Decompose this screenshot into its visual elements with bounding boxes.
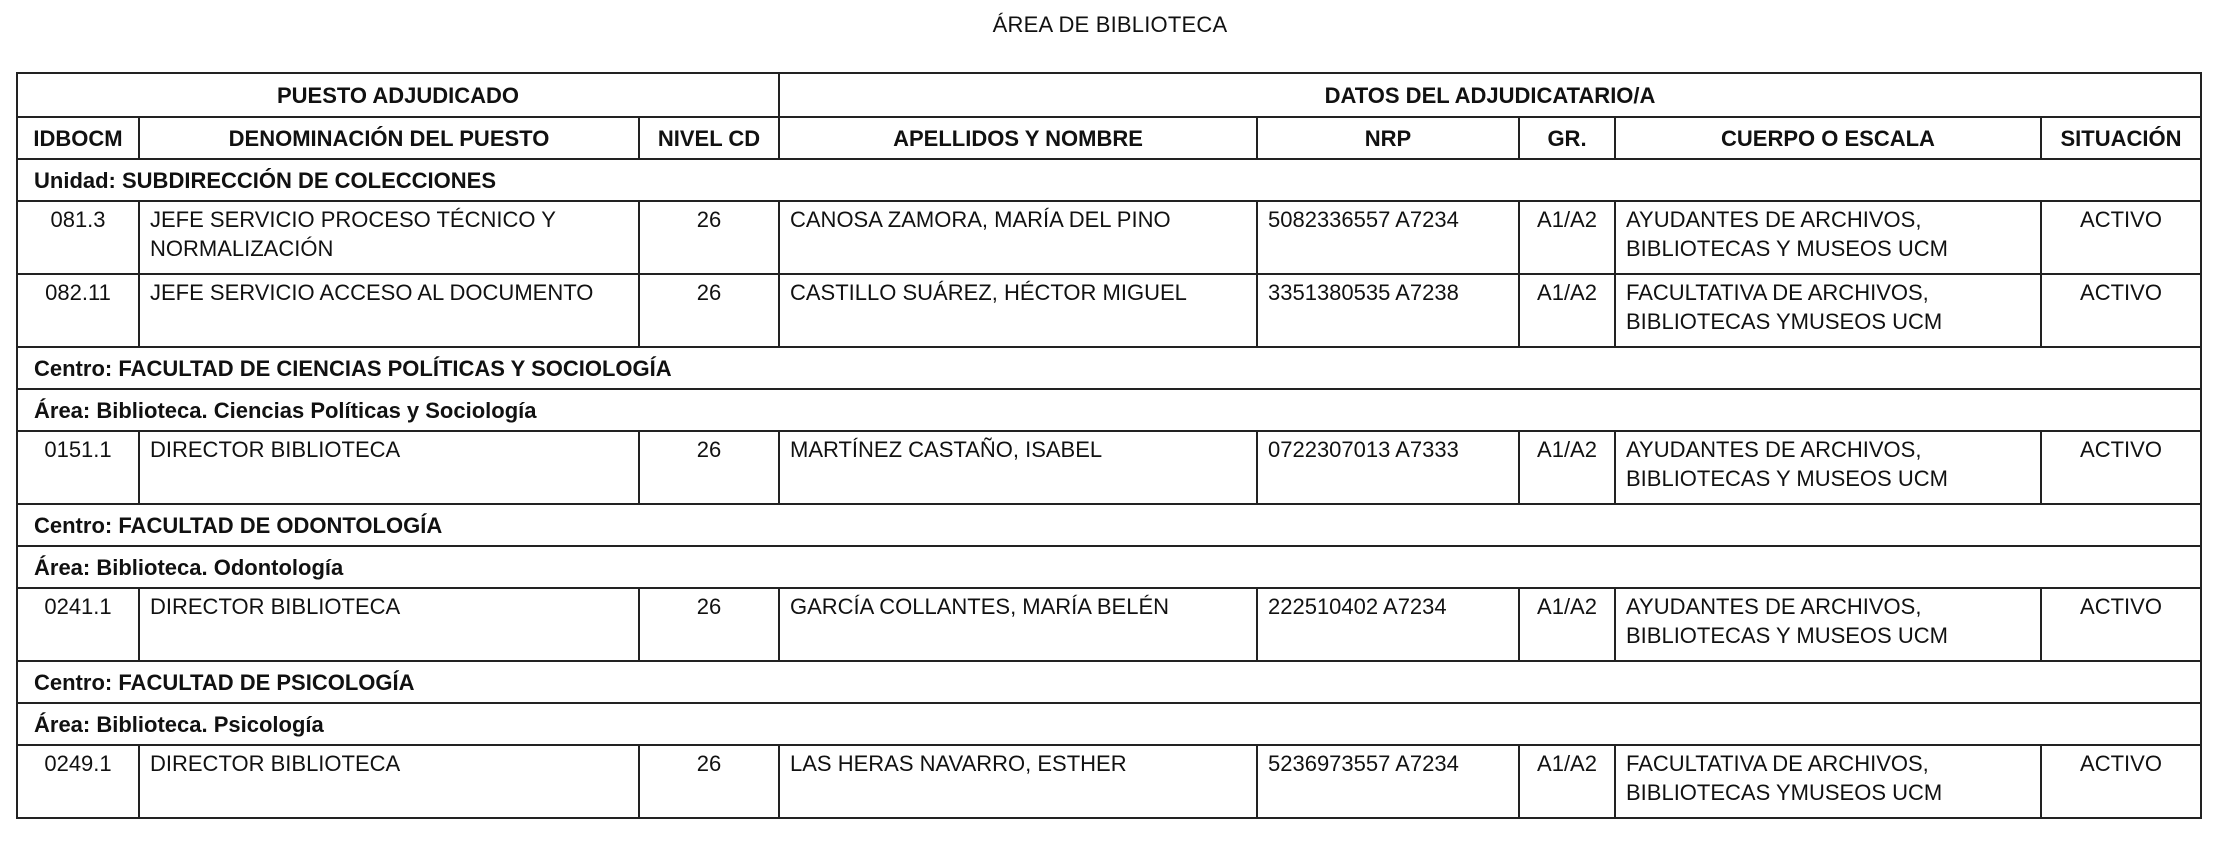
cell-nombre: MARTÍNEZ CASTAÑO, ISABEL xyxy=(779,431,1257,504)
col-header-nrp: NRP xyxy=(1257,117,1519,159)
cell-grupo: A1/A2 xyxy=(1519,431,1615,504)
cell-nivel: 26 xyxy=(639,201,779,274)
group-header-label: Área: Biblioteca. Odontología xyxy=(17,546,2201,588)
cell-denominacion: DIRECTOR BIBLIOTECA xyxy=(139,745,639,818)
table-row xyxy=(17,745,2201,818)
cell-idbocm: 082.11 xyxy=(17,274,139,347)
col-header-idbocm: IDBOCM xyxy=(17,117,139,159)
cell-idbocm: 081.3 xyxy=(17,201,139,274)
cell-grupo: A1/A2 xyxy=(1519,745,1615,818)
cell-cuerpo: AYUDANTES DE ARCHIVOS, BIBLIOTECAS Y MUSEOS UCM xyxy=(1615,588,2041,661)
cell-cuerpo: AYUDANTES DE ARCHIVOS, BIBLIOTECAS Y MUSEOS UCM xyxy=(1615,201,2041,274)
group-header-row xyxy=(17,347,2201,389)
cell-nombre: CASTILLO SUÁREZ, HÉCTOR MIGUEL xyxy=(779,274,1257,347)
col-header-cuerpo: CUERPO O ESCALA xyxy=(1615,117,2041,159)
cell-nrp: 5082336557 A7234 xyxy=(1257,201,1519,274)
col-header-situacion: SITUACIÓN xyxy=(2041,117,2201,159)
section-header-puesto: PUESTO ADJUDICADO xyxy=(17,73,779,117)
cell-cuerpo: AYUDANTES DE ARCHIVOS, BIBLIOTECAS Y MUSEOS UCM xyxy=(1615,431,2041,504)
group-header-row xyxy=(17,703,2201,745)
group-header-row xyxy=(17,389,2201,431)
group-header-label: Centro: FACULTAD DE CIENCIAS POLÍTICAS Y SOCIOLOGÍA xyxy=(17,347,2201,389)
page-title: ÁREA DE BIBLIOTECA xyxy=(992,12,1228,37)
table-body xyxy=(17,159,2201,818)
cell-grupo: A1/A2 xyxy=(1519,274,1615,347)
cell-nrp: 5236973557 A7234 xyxy=(1257,745,1519,818)
group-header-row xyxy=(17,504,2201,546)
cell-nombre: LAS HERAS NAVARRO, ESTHER xyxy=(779,745,1257,818)
cell-situacion: ACTIVO xyxy=(2041,201,2201,274)
table-row xyxy=(17,274,2201,347)
group-header-label: Área: Biblioteca. Psicología xyxy=(17,703,2201,745)
group-header-row xyxy=(17,546,2201,588)
cell-grupo: A1/A2 xyxy=(1519,588,1615,661)
cell-nrp: 222510402 A7234 xyxy=(1257,588,1519,661)
col-header-nivel: NIVEL CD xyxy=(639,117,779,159)
cell-nivel: 26 xyxy=(639,274,779,347)
cell-nivel: 26 xyxy=(639,745,779,818)
col-header-denominacion: DENOMINACIÓN DEL PUESTO xyxy=(139,117,639,159)
cell-situacion: ACTIVO xyxy=(2041,431,2201,504)
cell-denominacion: JEFE SERVICIO PROCESO TÉCNICO Y NORMALIZACIÓN xyxy=(139,201,639,274)
cell-situacion: ACTIVO xyxy=(2041,588,2201,661)
group-header-label: Unidad: SUBDIRECCIÓN DE COLECCIONES xyxy=(17,159,2201,201)
cell-nivel: 26 xyxy=(639,431,779,504)
col-header-nombre: APELLIDOS Y NOMBRE xyxy=(779,117,1257,159)
cell-nrp: 0722307013 A7333 xyxy=(1257,431,1519,504)
group-header-label: Área: Biblioteca. Ciencias Políticas y Sociología xyxy=(17,389,2201,431)
col-header-grupo: GR. xyxy=(1519,117,1615,159)
cell-denominacion: JEFE SERVICIO ACCESO AL DOCUMENTO xyxy=(139,274,639,347)
table-row xyxy=(17,431,2201,504)
group-header-label: Centro: FACULTAD DE PSICOLOGÍA xyxy=(17,661,2201,703)
cell-cuerpo: FACULTATIVA DE ARCHIVOS, BIBLIOTECAS YMUSEOS UCM xyxy=(1615,745,2041,818)
group-header-label: Centro: FACULTAD DE ODONTOLOGÍA xyxy=(17,504,2201,546)
group-header-row xyxy=(17,661,2201,703)
cell-nrp: 3351380535 A7238 xyxy=(1257,274,1519,347)
cell-idbocm: 0249.1 xyxy=(17,745,139,818)
section-header-row xyxy=(17,73,2201,117)
cell-situacion: ACTIVO xyxy=(2041,745,2201,818)
group-header-row xyxy=(17,159,2201,201)
column-header-row xyxy=(17,117,2201,159)
table-row xyxy=(17,201,2201,274)
cell-idbocm: 0241.1 xyxy=(17,588,139,661)
cell-nombre: CANOSA ZAMORA, MARÍA DEL PINO xyxy=(779,201,1257,274)
cell-denominacion: DIRECTOR BIBLIOTECA xyxy=(139,588,639,661)
cell-cuerpo: FACULTATIVA DE ARCHIVOS, BIBLIOTECAS YMUSEOS UCM xyxy=(1615,274,2041,347)
adjudication-table xyxy=(16,72,2202,819)
cell-nivel: 26 xyxy=(639,588,779,661)
section-header-datos: DATOS DEL ADJUDICATARIO/A xyxy=(779,73,2201,117)
cell-grupo: A1/A2 xyxy=(1519,201,1615,274)
table-row xyxy=(17,588,2201,661)
cell-nombre: GARCÍA COLLANTES, MARÍA BELÉN xyxy=(779,588,1257,661)
cell-denominacion: DIRECTOR BIBLIOTECA xyxy=(139,431,639,504)
cell-idbocm: 0151.1 xyxy=(17,431,139,504)
cell-situacion: ACTIVO xyxy=(2041,274,2201,347)
